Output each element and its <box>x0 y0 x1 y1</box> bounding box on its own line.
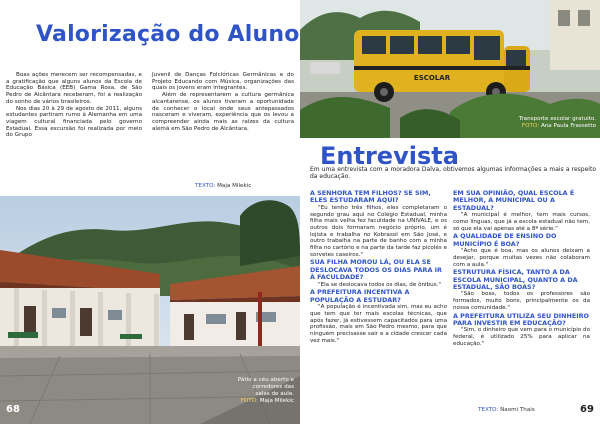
credit-label: FOTO: <box>240 398 258 404</box>
photo-credit <box>478 123 596 130</box>
bus-sign-text: ESCOLAR <box>413 74 451 82</box>
bus-photo-caption <box>478 116 596 130</box>
paragraph: Juvenil de Danças Folclóricas Germânicas e do Projeto Educando com Música, organizações das quais os jovens eram integrantes. <box>152 72 294 92</box>
credit-name: Naomi Thais <box>500 407 535 413</box>
interview-title: Entrevista <box>320 142 459 170</box>
qa-item <box>310 190 447 258</box>
credit-label: TEXTO: <box>195 183 216 189</box>
caption-line: salas de aula. <box>255 391 294 397</box>
caption-line: corredores das <box>252 384 294 390</box>
page-number: 68 <box>6 404 20 415</box>
question: A PREFEITURA UTILIZA SEU DINHEIRO PARA INVESTIR EM EDUCAÇÃO? <box>453 311 589 327</box>
answer: "A população é incentivada sim, mas eu acho que tem que ter mais escolas técnicas, que após fazer, já estivessem capacitados para uma profissão, mais em São Pedro mesmo, para que ninguém precisasse sair e a cidade crescer cada vez mais." <box>310 304 447 344</box>
photo-credit <box>208 398 294 405</box>
answer: "Eu tenho três filhos, eles completaram o segundo grau aqui no Colégio Estadual, minha filha mais velha fez faculdade na UNIVALE, e os outros dois formaram negócio próprio, um é lojista e trabalha no Kobrasol em São José, e outro trabalha na parte de banho com a minha filha no cartório e na parte da tarde faz picolés e sorvetes caseiros." <box>310 204 447 258</box>
text-credit <box>195 183 251 189</box>
qa-item <box>453 313 590 348</box>
question: A PREFEITURA INCENTIVA A POPULAÇÃO A ESTUDAR? <box>310 288 410 304</box>
credit-name: Maja Milekic <box>217 183 252 189</box>
caption-line: Transporte escolar gratuito. <box>518 116 596 122</box>
question: A QUALIDADE DE ENSINO DO MUNICÍPIO É BOA? <box>453 232 557 248</box>
qa-item <box>453 269 590 311</box>
interview-column-1 <box>310 190 447 345</box>
article-column-2 <box>152 72 294 132</box>
question: ESTRUTURA FÍSICA, TANTO A DA ESCOLA MUNICIPAL, QUANTO A DA ESTADUAL, SÃO BOAS? <box>453 268 578 292</box>
answer: "Acho que é boa, mas os alunos deixam a desejar, porque muitas vezes não colaboram com a aula." <box>453 248 590 268</box>
credit-label: FOTO: <box>521 123 540 129</box>
text-credit <box>478 407 535 413</box>
article-title: Valorização do Aluno <box>36 22 300 47</box>
paragraph: Além de representarem a cultura germânica alcantarense, os alunos tiveram a oportunidade de conhecer o local onde seus antepassados nasceram e viveram, experiência que os levou a compreender ainda mais as raízes da cultura alemã em São Pedro de Alcântara. <box>152 92 294 132</box>
right-page <box>300 0 600 424</box>
paragraph: Nos dias 20 à 29 de agosto de 2011, alguns estudantes partiram rumo à Alemanha em uma viagem cultural financiada pelo governo Estadual. Essa excursão foi realizada por meio do Grupo <box>6 105 142 139</box>
paragraph: Boas ações merecem ser recompensadas, e a gratificação que alguns alunos da Escola de Educação Básica (EEB) Gama Rosa, de São Pedro de Alcântara receberam, foi a realização do sonho de vários brasileiros. <box>6 72 142 105</box>
answer: "A municipal é melhor, tem mais cursos, como línguas, que já a escola estadual não tem, só que ela vai apenas até a 8ª série." <box>453 212 590 232</box>
question: A SENHORA TEM FILHOS? SE SIM, ELES ESTUDARAM AQUI? <box>310 189 431 205</box>
caption-line: Pátio a céu aberto e <box>237 377 294 383</box>
qa-item <box>310 289 447 344</box>
interview-intro: Em uma entrevista com a moradora Dalva, obtivemos algumas informações a mais a respeito da educação. <box>310 166 596 181</box>
answer: "Ela se deslocava todos os dias, de ônibus." <box>318 281 441 288</box>
page-number: 69 <box>580 404 594 415</box>
answer: "Sim, o dinheiro que vem para o município do federal, é utilizado 25% para aplicar na educação." <box>453 327 590 347</box>
credit-name: Maja Milekic <box>259 398 294 404</box>
qa-item <box>453 190 590 232</box>
school-photo-caption <box>208 377 294 405</box>
qa-item <box>453 233 590 268</box>
question: SUA FILHA MOROU LÁ, OU ELA SE DESLOCAVA TODOS OS DIAS PARA IR À FACULDADE? <box>310 258 442 282</box>
answer: "São boas, todos os professores são formados, muito bons, principalmente os da nossa comunidade." <box>453 291 590 311</box>
credit-label: TEXTO: <box>478 407 499 413</box>
interview-column-2 <box>453 190 590 349</box>
qa-item <box>310 259 447 288</box>
credit-name: Ana Paula Frassetto <box>540 123 596 129</box>
article-column-1 <box>6 72 142 139</box>
question: EM SUA OPINIÃO, QUAL ESCOLA É MELHOR, A MUNICIPAL OU A ESTADUAL? <box>453 189 575 212</box>
